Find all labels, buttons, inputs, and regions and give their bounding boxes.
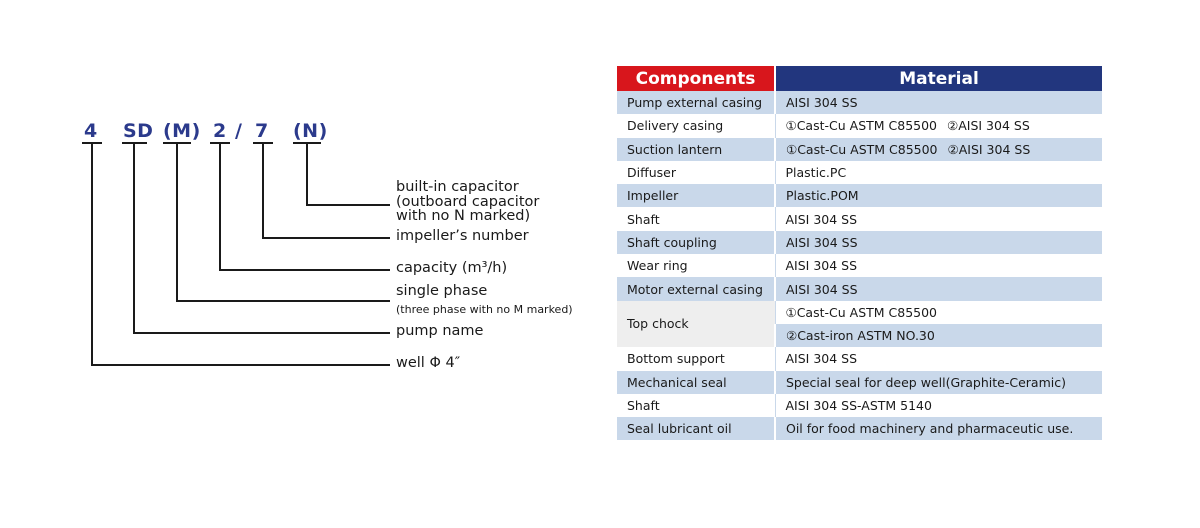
component-cell: Shaft bbox=[617, 394, 775, 417]
material-cell: ①Cast-Cu ASTM C85500 bbox=[775, 301, 1102, 324]
label-capacitor-line1: built-in capacitor bbox=[396, 179, 519, 195]
material-cell: ②Cast-iron ASTM NO.30 bbox=[775, 324, 1102, 347]
material-cell: AISI 304 SS bbox=[775, 91, 1102, 114]
leader-line-capacitor bbox=[307, 144, 390, 205]
component-cell: Top chock bbox=[617, 301, 775, 348]
table-row bbox=[617, 114, 1102, 137]
material-cell: AISI 304 SS-ASTM 5140 bbox=[775, 394, 1102, 417]
component-cell: Impeller bbox=[617, 184, 775, 207]
table-row bbox=[617, 91, 1102, 114]
material-cell: Plastic.PC bbox=[775, 161, 1102, 184]
table-row bbox=[617, 301, 1102, 324]
label-capacity: capacity (m³/h) bbox=[396, 260, 508, 276]
material-cell: AISI 304 SS bbox=[775, 254, 1102, 277]
table-row bbox=[617, 347, 1102, 370]
material-cell bbox=[775, 138, 1102, 161]
material-option-1: ①Cast-Cu ASTM C85500 bbox=[785, 118, 938, 134]
component-cell: Diffuser bbox=[617, 161, 775, 184]
table-row bbox=[617, 138, 1102, 161]
material-cell bbox=[775, 114, 1102, 137]
label-phase: single phase bbox=[396, 283, 488, 299]
code-part-4: 4 bbox=[84, 120, 98, 142]
material-cell: Oil for food machinery and pharmaceutic use. bbox=[775, 417, 1102, 440]
material-cell: Plastic.POM bbox=[775, 184, 1102, 207]
code-part-slash: / bbox=[235, 120, 243, 142]
component-cell: Mechanical seal bbox=[617, 371, 775, 394]
material-cell: AISI 304 SS bbox=[775, 231, 1102, 254]
material-cell: AISI 304 SS bbox=[775, 347, 1102, 370]
material-cell: Special seal for deep well(Graphite-Ceramic) bbox=[775, 371, 1102, 394]
material-option-2: ②AISI 304 SS bbox=[947, 118, 1030, 134]
code-part-sd: SD bbox=[123, 120, 154, 142]
material-cell: AISI 304 SS bbox=[775, 207, 1102, 230]
label-pump-name: pump name bbox=[396, 323, 484, 339]
header-material: Material bbox=[775, 66, 1102, 91]
component-cell: Shaft coupling bbox=[617, 231, 775, 254]
code-part-2: 2 bbox=[213, 120, 227, 142]
header-components: Components bbox=[617, 66, 775, 91]
component-cell: Seal lubricant oil bbox=[617, 417, 775, 440]
table-row bbox=[617, 371, 1102, 394]
label-capacitor-line3: with no N marked) bbox=[396, 208, 531, 224]
material-option-1: ①Cast-Cu ASTM C85500 bbox=[786, 141, 938, 157]
table-row bbox=[617, 394, 1102, 417]
table-row bbox=[617, 254, 1102, 277]
component-cell: Bottom support bbox=[617, 347, 775, 370]
label-impeller: impeller’s number bbox=[396, 228, 529, 244]
leader-line-well bbox=[92, 144, 390, 365]
code-part-m: (M) bbox=[163, 120, 201, 142]
code-part-n: (N) bbox=[293, 120, 328, 142]
code-part-7: 7 bbox=[255, 120, 269, 142]
leader-line-phase bbox=[177, 144, 390, 301]
table-row bbox=[617, 277, 1102, 300]
leader-line-capacity bbox=[220, 144, 390, 270]
component-cell: Pump external casing bbox=[617, 91, 775, 114]
component-cell: Motor external casing bbox=[617, 277, 775, 300]
table-row bbox=[617, 207, 1102, 230]
label-phase-note: (three phase with no M marked) bbox=[396, 303, 573, 316]
leader-line-impeller bbox=[263, 144, 390, 238]
component-cell: Suction lantern bbox=[617, 138, 775, 161]
label-capacitor-line2: (outboard capacitor bbox=[396, 194, 540, 210]
table-row bbox=[617, 231, 1102, 254]
components-material-table bbox=[617, 66, 1102, 440]
table-header-row bbox=[617, 66, 1102, 91]
component-cell: Delivery casing bbox=[617, 114, 775, 137]
component-cell: Wear ring bbox=[617, 254, 775, 277]
table-row bbox=[617, 417, 1102, 440]
table-row bbox=[617, 161, 1102, 184]
material-option-2: ②AISI 304 SS bbox=[947, 141, 1031, 157]
component-cell: Shaft bbox=[617, 207, 775, 230]
material-cell: AISI 304 SS bbox=[775, 277, 1102, 300]
table-row bbox=[617, 184, 1102, 207]
label-well: well Φ 4″ bbox=[396, 355, 461, 371]
